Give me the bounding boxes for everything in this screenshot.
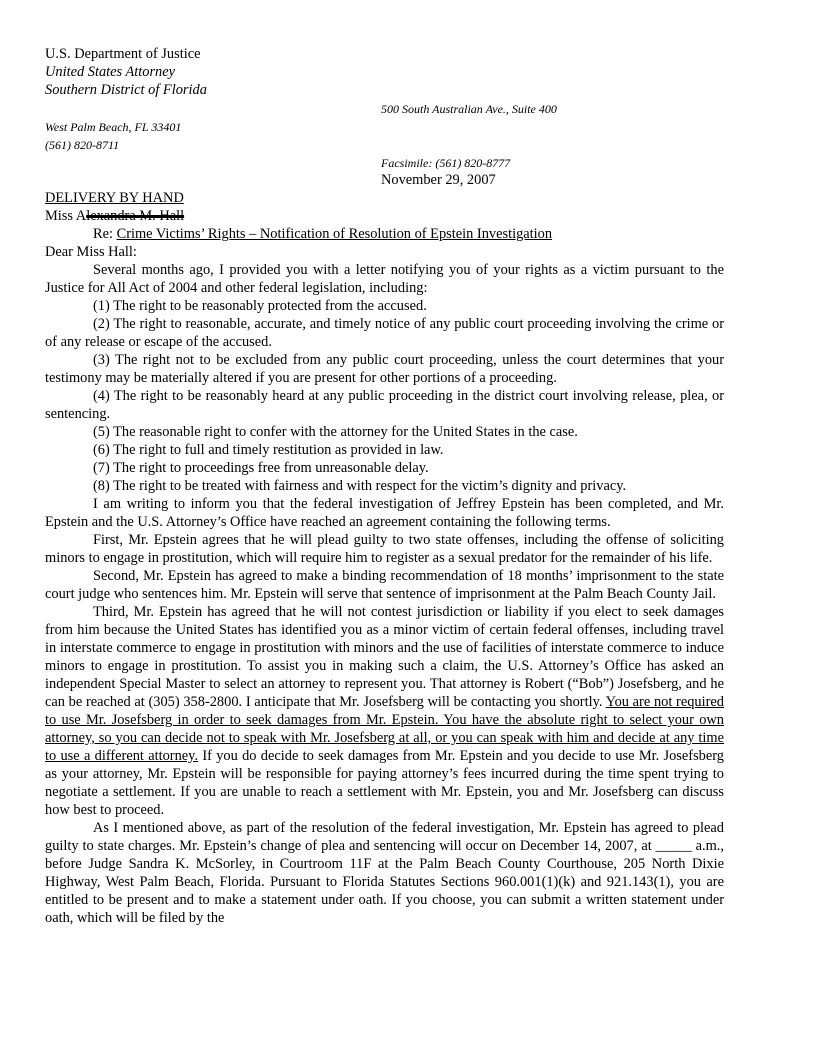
fax-number: Facsimile: (561) 820-8777 xyxy=(381,156,511,170)
paragraph-intro: Several months ago, I provided you with a letter notifying you of your rights as a victim pursuant to the Justice for All Act of 2004 and other federal legislation, including: xyxy=(45,262,724,296)
right-4: (4) The right to be reasonably heard at any public proceeding in the district court involving release, plea, or sentencing. xyxy=(45,388,724,422)
letter-date: November 29, 2007 xyxy=(381,172,496,188)
paragraph-third xyxy=(45,603,724,819)
district-name: Southern District of Florida xyxy=(45,82,207,98)
right-8: (8) The right to be treated with fairness and with respect for the victim’s dignity and privacy. xyxy=(93,478,627,494)
paragraph-first: First, Mr. Epstein agrees that he will plead guilty to two state offenses, including the offense of soliciting minors to engage in prostitution, which will require him to register as a sexual predator for the remainder of his life. xyxy=(45,532,724,566)
right-5: (5) The reasonable right to confer with the attorney for the United States in the case. xyxy=(93,424,578,440)
recipient-line xyxy=(45,207,184,225)
salutation: Dear Miss Hall: xyxy=(45,244,137,260)
city-address: West Palm Beach, FL 33401 xyxy=(45,120,182,134)
third-text-b: If you do decide to seek damages from Mr. Epstein and you decide to use Mr. Josefsberg as your attorney, Mr. Epstein will be responsible for paying attorney’s fees incurred during the time spent trying to negotiate a settlement. If you are unable to reach a settlement with Mr. Epstein, you and Mr. Josefsberg can discuss how best to proceed. xyxy=(45,748,724,818)
recipient-name-redacted: lexandra M. Hall xyxy=(86,208,185,224)
subject-text: Crime Victims’ Rights – Notification of Resolution of Epstein Investigation xyxy=(116,226,553,242)
paragraph-second: Second, Mr. Epstein has agreed to make a binding recommendation of 18 months’ imprisonment to the state court judge who sentences him. Mr. Epstein will serve that sentence of imprisonment at the Palm Beach County Jail. xyxy=(45,568,724,602)
right-7: (7) The right to proceedings free from unreasonable delay. xyxy=(93,460,429,476)
right-6: (6) The right to full and timely restitution as provided in law. xyxy=(93,442,444,458)
right-3: (3) The right not to be excluded from any public court proceeding, unless the court determines that your testimony may be materially altered if you are present for other portions of a proceeding. xyxy=(45,352,724,386)
delivery-method: DELIVERY BY HAND xyxy=(45,190,184,206)
letter-body xyxy=(45,261,724,927)
subject-prefix: Re: xyxy=(93,226,117,242)
right-2: (2) The right to reasonable, accurate, and timely notice of any public court proceeding involving the crime or of any release or escape of the accused. xyxy=(45,316,724,350)
paragraph-inform: I am writing to inform you that the federal investigation of Jeffrey Epstein has been completed, and Mr. Epstein and the U.S. Attorney’s Office have reached an agreement containing the following terms. xyxy=(45,496,724,530)
street-address: 500 South Australian Ave., Suite 400 xyxy=(381,102,557,116)
subject-line xyxy=(93,225,552,243)
third-underlined: You are not required to use Mr. Josefsberg in order to seek damages from Mr. Epstein. You have the absolute right to select your own attorney, so you can decide not to speak with Mr. Josefsberg at all, or you can speak with him and decide at any time to use a different attorney. xyxy=(45,694,724,764)
right-1: (1) The right to be reasonably protected from the accused. xyxy=(93,298,427,314)
office-name: United States Attorney xyxy=(45,64,176,80)
recipient-prefix: Miss A xyxy=(45,208,87,224)
department-name: U.S. Department of Justice xyxy=(45,46,201,62)
paragraph-mentioned: As I mentioned above, as part of the resolution of the federal investigation, Mr. Epstein has agreed to plead guilty to state charges. Mr. Epstein’s change of plea and sentencing will occur on December 14, 2007, at _____ a.m., before Judge Sandra K. McSorley, in Courtroom 11F at the Palm Beach County Courthouse, 205 North Dixie Highway, West Palm Beach, Florida. Pursuant to Florida Statutes Sections 960.001(1)(k) and 921.143(1), you are entitled to be present and to make a statement under oath. If you choose, you can submit a written statement under oath, which will be filed by the xyxy=(45,820,724,926)
phone-number: (561) 820-8711 xyxy=(45,138,120,152)
third-text-a: Third, Mr. Epstein has agreed that he will not contest jurisdiction or liability if you elect to seek damages from him because the United States has identified you as a minor victim of certain federal offenses, including travel in interstate commerce to engage in prostitution with minors and the use of facilities of interstate commerce to induce minors to engage in prostitution. To assist you in making such a claim, the U.S. Attorney’s Office has asked an independent Special Master to select an attorney to represent you. That attorney is Robert (“Bob”) Josefsberg, and he can be reached at (305) 358-2800. I anticipate that Mr. Josefsberg will be contacting you shortly. xyxy=(45,604,724,710)
